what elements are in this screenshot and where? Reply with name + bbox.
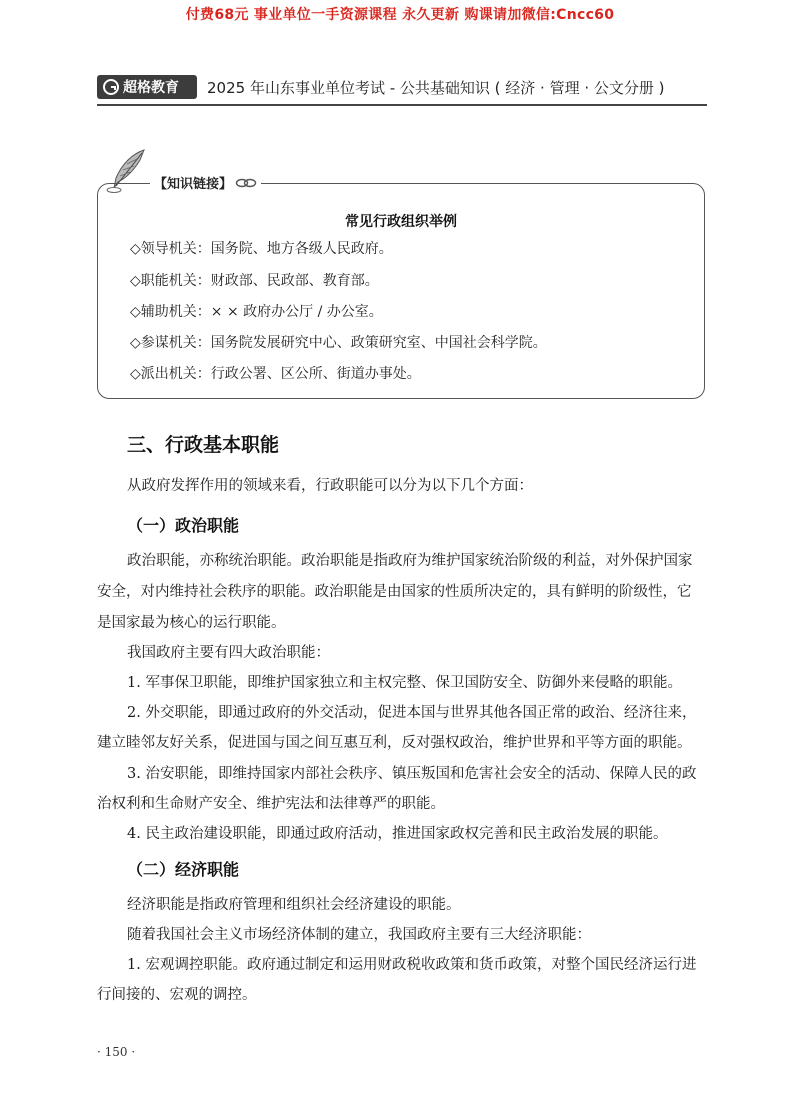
header-title: 2025 年山东事业单位考试 - 公共基础知识 ( 经济 · 管理 · 公文分册 ) <box>207 78 665 97</box>
list-item: 1. 宏观调控职能。政府通过制定和运用财政税收政策和货币政策，对整个国民经济运行进 <box>127 957 697 973</box>
logo-g-icon <box>103 79 119 95</box>
paragraph-lead: 我国政府主要有四大政治职能： <box>127 645 330 661</box>
knowledge-item: ◇参谋机关：国务院发展研究中心、政策研究室、中国社会科学院。 <box>130 335 547 351</box>
knowledge-item: ◇派出机关：行政公署、区公所、街道办事处。 <box>130 366 421 382</box>
logo-text: 超格教育 <box>123 80 179 96</box>
list-item: 1. 军事保卫职能，即维护国家独立和主权完整、保卫国防安全、防御外来侵略的职能。 <box>127 675 682 691</box>
subsection-heading-political: （一）政治职能 <box>127 516 240 535</box>
knowledge-item: ◇领导机关：国务院、地方各级人民政府。 <box>130 241 393 257</box>
paragraph-line: 政治职能，亦称统治职能。政治职能是指政府为维护国家统治阶级的利益，对外保护国家 <box>127 553 693 569</box>
subsection-heading-economic: （二）经济职能 <box>127 860 240 879</box>
paragraph-lead: 随着我国社会主义市场经济体制的建立，我国政府主要有三大经济职能： <box>127 927 591 943</box>
watermark-banner: 付费68元 事业单位一手资源课程 永久更新 购课请加微信:Cncc60 <box>185 7 615 23</box>
section-intro: 从政府发挥作用的领域来看，行政职能可以分为以下几个方面： <box>127 478 533 494</box>
page-header <box>97 72 707 102</box>
paragraph-line: 是国家最为核心的运行职能。 <box>97 615 286 631</box>
chain-link-icon <box>235 177 257 189</box>
paragraph-line: 经济职能是指政府管理和组织社会经济建设的职能。 <box>127 897 461 913</box>
header-divider <box>97 104 707 106</box>
list-item: 4. 民主政治建设职能，即通过政府活动，推进国家政权完善和民主政治发展的职能。 <box>127 826 668 842</box>
knowledge-item: ◇职能机关：财政部、民政部、教育部。 <box>130 273 379 289</box>
knowledge-link-label: 【知识链接】 <box>154 177 233 192</box>
page-number: · 150 · <box>97 1045 136 1059</box>
list-item-continuation: 行间接的、宏观的调控。 <box>97 987 257 1003</box>
knowledge-item: ◇辅助机关：× × 政府办公厅 / 办公室。 <box>130 304 383 320</box>
brand-logo <box>97 75 197 99</box>
list-item-continuation: 建立睦邻友好关系，促进国与国之间互惠互利，反对强权政治，维护世界和平等方面的职能。 <box>97 735 692 751</box>
section-heading: 三、行政基本职能 <box>127 434 280 456</box>
knowledge-box-title: 常见行政组织举例 <box>345 214 457 230</box>
knowledge-link-tab <box>150 173 261 192</box>
list-item: 3. 治安职能，即维持国家内部社会秩序、镇压叛国和危害社会安全的活动、保障人民的政 <box>127 766 697 782</box>
paragraph-line: 安全，对内维持社会秩序的职能。政治职能是由国家的性质所决定的，具有鲜明的阶级性，它 <box>97 584 692 600</box>
list-item-continuation: 治权利和生命财产安全、维护宪法和法律尊严的职能。 <box>97 796 445 812</box>
list-item: 2. 外交职能，即通过政府的外交活动，促进本国与世界其他各国正常的政治、经济往来， <box>127 705 697 721</box>
